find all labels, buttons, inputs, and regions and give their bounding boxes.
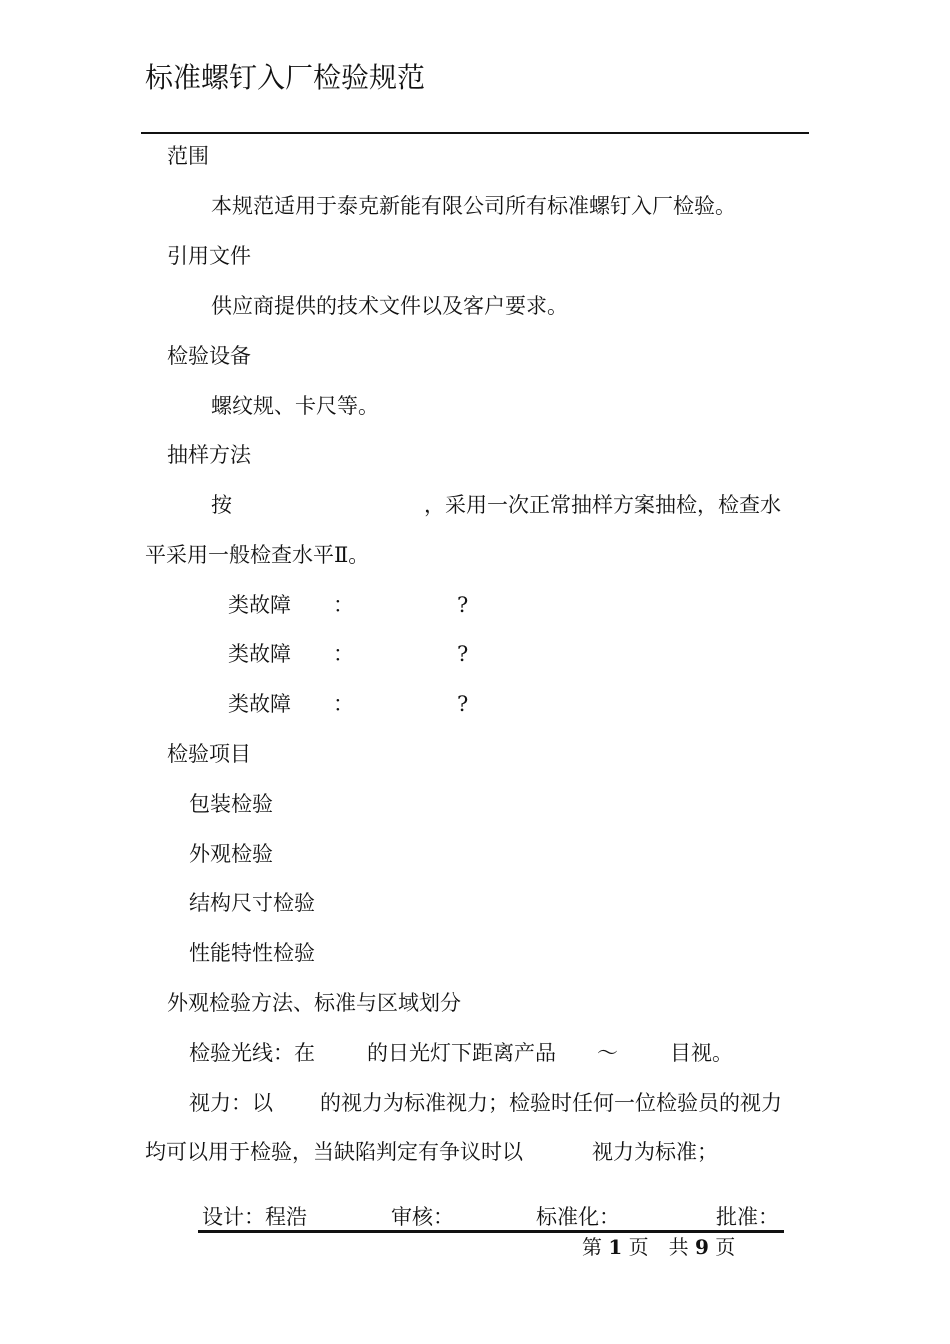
fault-row-colon: ：	[333, 593, 354, 617]
item-packaging: 包装检验	[189, 792, 273, 816]
footer-review: 审核：	[391, 1205, 454, 1229]
fault-row-colon: ：	[333, 642, 354, 666]
light-text-c: ～	[597, 1041, 618, 1065]
page-prefix: 第	[582, 1235, 602, 1259]
light-text-a: 检验光线：在	[189, 1041, 315, 1065]
sampling-text-c: 平采用一般检查水平Ⅱ。	[145, 543, 370, 567]
sampling-text-b: ，采用一次正常抽样方案抽检，检查水	[424, 493, 781, 517]
vision-text-a: 视力：以	[189, 1091, 273, 1115]
fault-row-colon: ：	[333, 692, 354, 716]
vision-text-b: 的视力为标准视力；检验时任何一位检验员的视力	[320, 1091, 782, 1115]
fault-row-value: ?	[457, 692, 469, 716]
page-suffix: 页	[715, 1235, 736, 1259]
fault-row-label: 类故障	[228, 593, 291, 617]
equipment-text: 螺纹规、卡尺等。	[211, 394, 379, 418]
fault-row-value: ?	[457, 593, 469, 617]
sampling-heading: 抽样方法	[167, 443, 251, 467]
header-rule	[141, 132, 809, 134]
scope-text: 本规范适用于泰克新能有限公司所有标准螺钉入厂检验。	[211, 194, 736, 218]
page-total: 9	[695, 1235, 709, 1259]
item-appearance: 外观检验	[189, 842, 273, 866]
light-text-b: 的日光灯下距离产品	[367, 1041, 556, 1065]
document-title: 标准螺钉入厂检验规范	[145, 61, 426, 94]
footer-approval: 批准：	[716, 1205, 779, 1229]
item-dimensions: 结构尺寸检验	[189, 891, 315, 915]
vision-text-c: 均可以用于检验，当缺陷判定有争议时以	[145, 1140, 523, 1164]
footer-design: 设计：程浩	[202, 1205, 307, 1229]
items-heading: 检验项目	[167, 742, 251, 766]
footer-standardization: 标准化：	[536, 1205, 620, 1229]
footer-rule	[198, 1230, 784, 1233]
page-mid: 页 共	[628, 1235, 689, 1259]
vision-text-d: 视力为标准；	[592, 1140, 718, 1164]
appearance-heading: 外观检验方法、标准与区域划分	[167, 991, 461, 1015]
item-performance: 性能特性检验	[189, 941, 315, 965]
sampling-text-a: 按	[211, 493, 232, 517]
scope-heading: 范围	[167, 144, 209, 168]
references-heading: 引用文件	[167, 244, 251, 268]
fault-row-label: 类故障	[228, 642, 291, 666]
equipment-heading: 检验设备	[167, 344, 251, 368]
references-text: 供应商提供的技术文件以及客户要求。	[211, 294, 568, 318]
light-text-d: 目视。	[670, 1041, 733, 1065]
fault-row-value: ?	[457, 642, 469, 666]
fault-row-label: 类故障	[228, 692, 291, 716]
page-current: 1	[608, 1235, 623, 1259]
page-number	[582, 1234, 735, 1260]
